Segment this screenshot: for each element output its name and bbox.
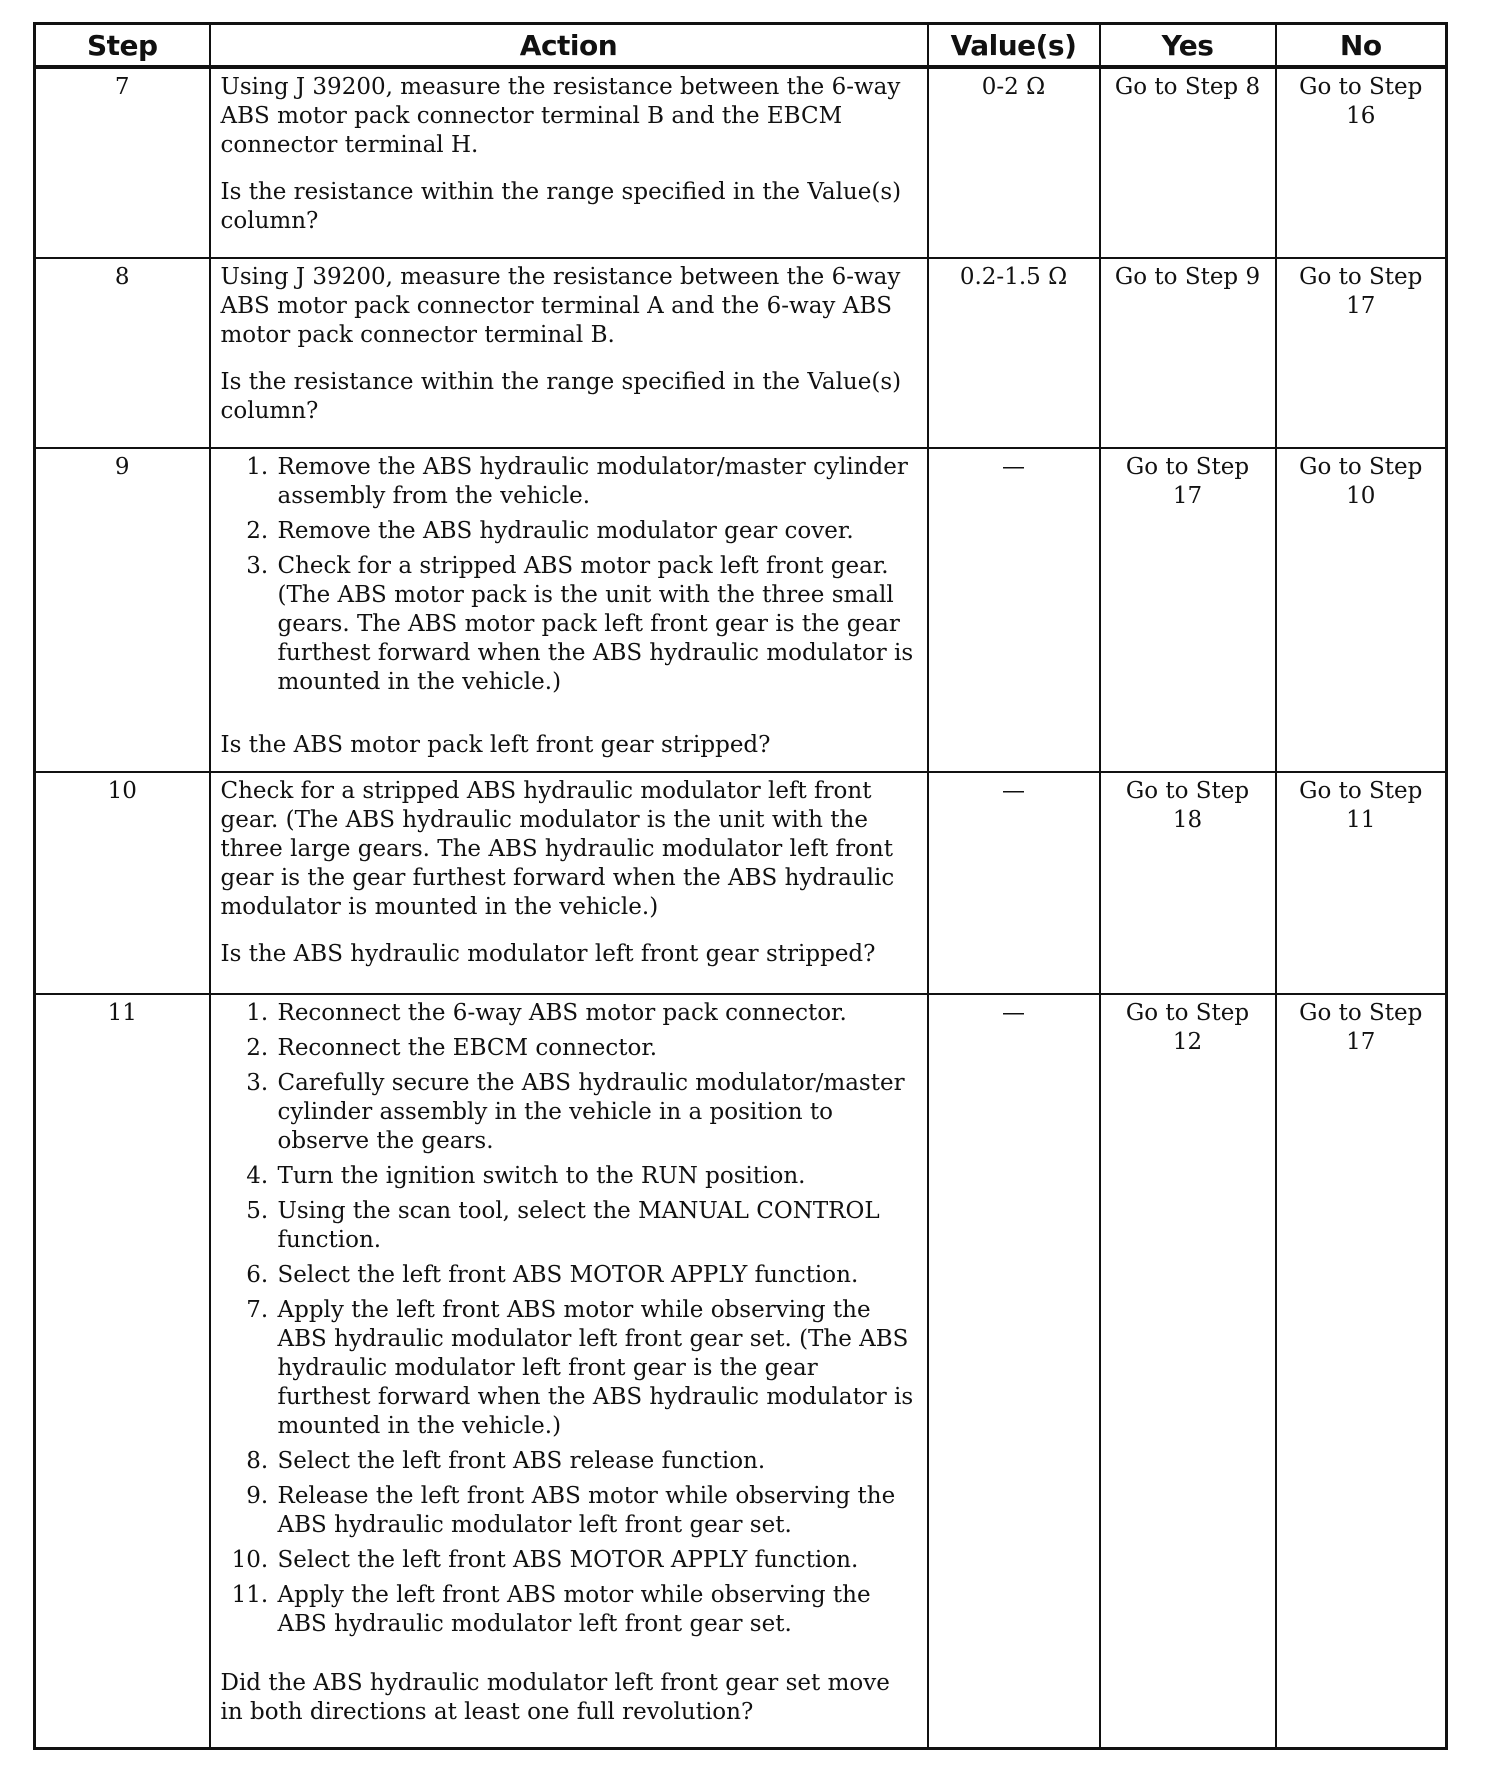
list-item: 3. Carefully secure the ABS hydraulic modulator/master cylinder assembly in the vehicle in a position to observe the gears.	[276, 1069, 917, 1156]
yes-cell: Go to Step 17	[1100, 448, 1276, 772]
table-row	[35, 448, 1447, 772]
action-text: Check for a stripped ABS hydraulic modulator left front gear. (The ABS hydraulic modulator is the unit with the three large gears. The ABS hydraulic modulator left front gear is the gear furthest forward when the ABS hydraulic modulator is mounted in the vehicle.)	[220, 778, 895, 920]
value-cell: —	[928, 994, 1100, 1749]
header-yes: Yes	[1100, 24, 1276, 68]
list-item: 10. Select the left front ABS MOTOR APPLY function.	[276, 1546, 917, 1575]
list-item: 5. Using the scan tool, select the MANUAL CONTROL function.	[276, 1197, 917, 1255]
yes-cell: Go to Step 9	[1100, 258, 1276, 448]
diagnostic-table-page	[33, 22, 1445, 1750]
action-cell	[210, 258, 928, 448]
list-item: 8. Select the left front ABS release function.	[276, 1447, 917, 1476]
list-item: 9. Release the left front ABS motor while observing the ABS hydraulic modulator left front gear set.	[276, 1482, 917, 1540]
header-action: Action	[210, 24, 928, 68]
diagnostic-table	[33, 22, 1448, 1750]
action-steps-list	[221, 999, 917, 1639]
step-number: 8	[35, 258, 210, 448]
step-number: 7	[35, 67, 210, 258]
table-row	[35, 772, 1447, 994]
action-text: Using J 39200, measure the resistance between the 6-way ABS motor pack connector terminal A and the 6-way ABS motor pack connector terminal B.	[220, 264, 901, 348]
table-row	[35, 258, 1447, 448]
no-cell: Go to Step 17	[1276, 994, 1447, 1749]
list-item: 2. Reconnect the EBCM connector.	[276, 1034, 917, 1063]
step-number: 11	[35, 994, 210, 1749]
action-steps-list	[221, 453, 917, 697]
value-cell: —	[928, 772, 1100, 994]
yes-cell: Go to Step 18	[1100, 772, 1276, 994]
value-cell: 0-2 Ω	[928, 67, 1100, 258]
yes-cell: Go to Step 8	[1100, 67, 1276, 258]
action-cell	[210, 994, 928, 1749]
list-item: 7. Apply the left front ABS motor while observing the ABS hydraulic modulator left front gear set. (The ABS hydraulic modulator left front gear is the gear furthest forward when the ABS hydraulic modulator is mounted in the vehicle.)	[276, 1296, 917, 1441]
step-number: 10	[35, 772, 210, 994]
list-item: 1. Reconnect the 6-way ABS motor pack connector.	[276, 999, 917, 1028]
action-cell	[210, 67, 928, 258]
list-item: 11. Apply the left front ABS motor while observing the ABS hydraulic modulator left front gear set.	[276, 1581, 917, 1639]
header-step: Step	[35, 24, 210, 68]
no-cell: Go to Step 11	[1276, 772, 1447, 994]
header-row	[35, 24, 1447, 68]
value-cell: —	[928, 448, 1100, 772]
value-cell: 0.2-1.5 Ω	[928, 258, 1100, 448]
action-question: Did the ABS hydraulic modulator left front gear set move in both directions at least one full revolution?	[220, 1670, 890, 1725]
step-number: 9	[35, 448, 210, 772]
action-question: Is the resistance within the range specified in the Value(s) column?	[220, 179, 902, 234]
list-item: 3. Check for a stripped ABS motor pack left front gear. (The ABS motor pack is the unit with the three small gears. The ABS motor pack left front gear is the gear furthest forward when the ABS hydraulic modulator is mounted in the vehicle.)	[276, 552, 917, 697]
action-text: Using J 39200, measure the resistance between the 6-way ABS motor pack connector terminal B and the EBCM connector terminal H.	[220, 74, 901, 158]
no-cell: Go to Step 17	[1276, 258, 1447, 448]
action-question: Is the ABS hydraulic modulator left front gear stripped?	[220, 941, 876, 967]
list-item: 4. Turn the ignition switch to the RUN position.	[276, 1162, 917, 1191]
header-no: No	[1276, 24, 1447, 68]
no-cell: Go to Step 16	[1276, 67, 1447, 258]
action-question: Is the ABS motor pack left front gear stripped?	[220, 732, 771, 758]
action-question: Is the resistance within the range specified in the Value(s) column?	[220, 369, 902, 424]
list-item: 6. Select the left front ABS MOTOR APPLY function.	[276, 1261, 917, 1290]
table-row	[35, 67, 1447, 258]
list-item: 1. Remove the ABS hydraulic modulator/master cylinder assembly from the vehicle.	[276, 453, 917, 511]
list-item: 2. Remove the ABS hydraulic modulator gear cover.	[276, 517, 917, 546]
action-cell	[210, 448, 928, 772]
action-cell	[210, 772, 928, 994]
header-values: Value(s)	[928, 24, 1100, 68]
table-row	[35, 994, 1447, 1749]
yes-cell: Go to Step 12	[1100, 994, 1276, 1749]
no-cell: Go to Step 10	[1276, 448, 1447, 772]
